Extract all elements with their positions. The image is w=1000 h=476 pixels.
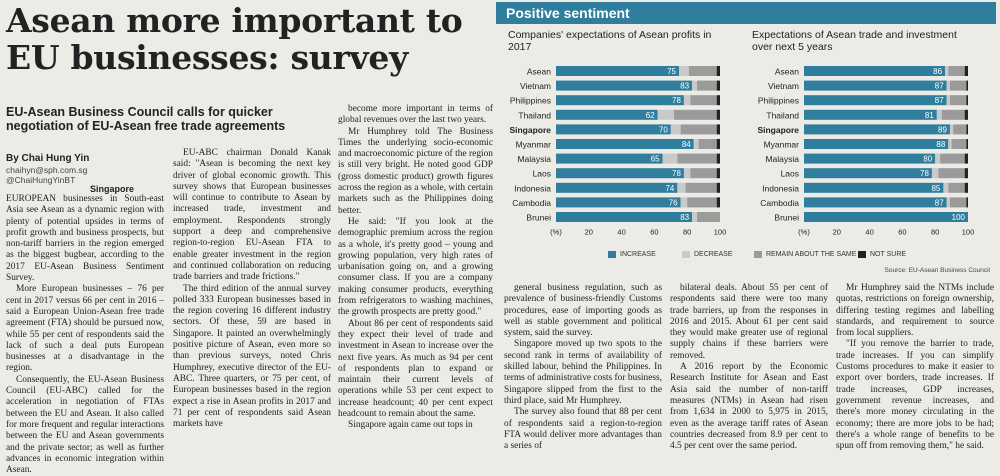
tick-label: 100 <box>713 227 727 237</box>
legend-increase: INCREASE <box>608 251 656 258</box>
subheadline: EU-Asean Business Council calls for quicker negotiation of EU-Asean free trade agreements <box>6 105 286 133</box>
bar-segment <box>965 154 968 164</box>
chart-2-title: Expectations of Asean trade and investment over next 5 years <box>752 29 957 53</box>
category-label: Brunei <box>526 212 551 223</box>
bar-segment <box>948 183 964 193</box>
bar-segment <box>804 168 932 178</box>
category-label: Laos <box>532 168 551 179</box>
bar-segment <box>804 183 943 193</box>
paragraph: Consequently, the EU-Asean Business Council (EU-ABC) called for the acceleration in negotiation of FTAs between the EU and Asean. It also called for more frequent and regular interactions between the EU and Asean governments and the private sector; as well as further advances in economic integration within Asean. <box>6 374 164 476</box>
bar-segment <box>556 154 663 164</box>
data-label: 78 <box>672 169 681 179</box>
bar-segment <box>694 139 699 149</box>
bar-segment <box>804 66 945 76</box>
data-label: 86 <box>933 67 943 76</box>
bar-segment <box>965 110 968 120</box>
bar-segment <box>950 81 966 91</box>
article-column-6 <box>836 283 994 452</box>
category-label: Asean <box>526 66 551 77</box>
bar-segment <box>966 124 968 134</box>
bar-segment <box>674 110 717 120</box>
category-label: Myanmar <box>763 139 799 150</box>
bar-segment <box>937 110 942 120</box>
paragraph: EUROPEAN businesses in South-east Asia see Asean as a dynamic region with plenty of potential upsides in terms of profit growth and business prospects, but non-tariff barriers in the region emerged as the biggest bugbear, according to the 2017 EU-Asean Business Sentiment Survey. <box>6 194 164 284</box>
bar-segment <box>556 95 684 105</box>
paragraph: About 86 per cent of respondents said they expect their level of trade and investment in Asean to increase over the next five years. As much as 94 per cent of respondents plan to expand or maintain their current levels of operations while 53 per cent expect to increase headcount; 40 per cent expect headcount to remain about the same. <box>338 318 493 420</box>
bar-segment <box>804 139 948 149</box>
data-label: 76 <box>668 198 678 208</box>
data-label: 83 <box>680 81 690 91</box>
bar-segment <box>717 197 720 207</box>
paragraph: A 2016 report by the Economic Research Institute for Asean and East Asia said the number of non-tariff measures (NTMs) in Asean had risen from 1,634 in 2000 to 5,975 in 2015, even as the average tariff rates of Asean countries decreased from 8.9 per cent to 4.5 per cent over the same period. <box>670 362 828 452</box>
bar-segment <box>684 95 691 105</box>
bar-segment <box>966 95 968 105</box>
bar-segment <box>556 212 692 222</box>
tick-label: 100 <box>961 227 975 237</box>
legend-not-sure: NOT SURE <box>858 251 906 258</box>
byline: By Chai Hung Yin <box>6 153 90 164</box>
bar-segment <box>692 212 697 222</box>
category-label: Asean <box>774 66 799 77</box>
bar-segment <box>804 154 935 164</box>
bar-segment <box>948 66 964 76</box>
bar-segment <box>679 66 689 76</box>
author-twitter: @ChaiHungYinBT <box>6 175 76 185</box>
author-contact <box>6 165 87 185</box>
bar-segment <box>966 197 968 207</box>
chart-asean-profits <box>496 62 744 242</box>
tick-label: 80 <box>931 227 940 237</box>
bar-segment <box>692 81 697 91</box>
paragraph: The third edition of the annual survey polled 333 European businesses based in the region covering 16 different industry sectors. Of these, 59 are based in Singapore. It painted an overwhelmingly positive picture of Asean, even more so than previous surveys, noted Chris Humphrey, executive director of the EU-ABC. Three quarters, or 75 per cent, of European businesses based in the region expect a rise in Asean profits in 2017 and 71 per cent of respondents said Asean markets have <box>173 283 331 430</box>
paragraph: "If you remove the barrier to trade, trade increases. If you can simplify Customs procedures to make it easier to export over borders, trade increases. If trade increases, GDP increases, government revenue increases, and there's more money circulating in the economy; there are more jobs to be had; there's a whole range of benefits to be spun off from removing them," he said. <box>836 339 994 452</box>
bar-segment <box>556 183 677 193</box>
category-label: Malaysia <box>517 154 551 165</box>
article-column-4 <box>504 283 662 452</box>
category-label: Philippines <box>757 95 799 106</box>
bar-segment <box>942 110 965 120</box>
category-label: Indonesia <box>514 183 551 194</box>
bar-segment <box>658 110 674 120</box>
bar-segment <box>556 168 684 178</box>
bar-segment <box>950 95 966 105</box>
category-label: Vietnam <box>519 81 551 92</box>
bar-segment <box>945 66 948 76</box>
bar-segment <box>556 66 679 76</box>
bar-segment <box>804 124 950 134</box>
bar-segment <box>717 124 720 134</box>
bar-segment <box>947 95 950 105</box>
headline: Asean more important to EU businesses: survey <box>6 1 463 77</box>
bar-segment <box>717 183 720 193</box>
data-label: 88 <box>936 140 946 149</box>
bar-segment <box>804 81 947 91</box>
bar-segment <box>717 139 720 149</box>
bar-segment <box>677 154 716 164</box>
bar-segment <box>717 110 720 120</box>
data-label: 78 <box>672 96 681 106</box>
bar-segment <box>947 197 950 207</box>
bar-segment <box>697 81 717 91</box>
tick-label: 20 <box>832 227 841 237</box>
data-label: 74 <box>665 183 675 193</box>
legend-remain: REMAIN ABOUT THE SAME <box>754 251 856 258</box>
bar-segment <box>717 95 720 105</box>
paragraph: Mr Humphrey said the NTMs include quotas, restrictions on foreign ownership, differing testing regimes and labelling standards, and requirement to source from local suppliers. <box>836 283 994 339</box>
paragraph: Singapore moved up two spots to the second rank in terms of availability of skilled labour, behind the Philippines. In terms of administrative costs for business, Singapore slipped from the first to the third place, said Mr Humphrey. <box>504 339 662 406</box>
category-label: Thailand <box>518 110 551 121</box>
article-column-2 <box>173 148 331 430</box>
bar-segment <box>556 124 671 134</box>
category-label: Cambodia <box>760 197 799 208</box>
bar-segment <box>717 66 720 76</box>
paragraph: He said: "If you look at the demographic premium across the region as a whole, it's pretty good – young and growing population, very high rates of urbanisation going on, and a growing consumer class. If you are a company making consumer products, everything from refrigerators to washing machines, the growth prospects are pretty good." <box>338 216 493 318</box>
category-label: Malaysia <box>765 154 799 165</box>
bar-segment <box>950 124 953 134</box>
tick-label: 20 <box>584 227 593 237</box>
data-label: 62 <box>645 110 655 120</box>
bar-segment <box>681 197 688 207</box>
legend-swatch <box>682 251 690 258</box>
bar-segment <box>950 197 966 207</box>
bar-segment <box>671 124 681 134</box>
article-column-1 <box>6 194 164 476</box>
category-label: Philippines <box>509 95 551 106</box>
data-label: 84 <box>681 140 691 149</box>
tick-label: 60 <box>898 227 907 237</box>
paragraph: general business regulation, such as prevalence of business-friendly Customs procedures, ease of importing goods as well as stable government and political system, said the survey. <box>504 283 662 339</box>
bar-segment <box>556 110 658 120</box>
bar-segment <box>804 95 947 105</box>
bar-segment <box>686 183 717 193</box>
bar-segment <box>690 168 716 178</box>
bar-segment <box>687 197 717 207</box>
bar-segment <box>947 81 950 91</box>
bar-segment <box>965 183 968 193</box>
infographic <box>496 2 996 277</box>
infographic-title: Positive sentiment <box>496 2 996 24</box>
data-label: 65 <box>650 154 660 164</box>
data-label: 78 <box>920 169 929 179</box>
tick-label: 40 <box>617 227 626 237</box>
category-label: Brunei <box>774 212 799 223</box>
category-label: Thailand <box>766 110 799 121</box>
data-label: 70 <box>658 125 668 135</box>
tick-label: 80 <box>683 227 692 237</box>
bar-segment <box>966 139 968 149</box>
bar-segment <box>804 110 937 120</box>
bar-segment <box>689 66 717 76</box>
tick-label: (%) <box>798 227 810 237</box>
bar-segment <box>556 139 694 149</box>
bar-segment <box>943 183 948 193</box>
data-label: 83 <box>680 213 690 222</box>
tick-label: 40 <box>865 227 874 237</box>
bar-segment <box>965 66 968 76</box>
bar-segment <box>966 81 968 91</box>
category-label: Indonesia <box>762 183 799 194</box>
data-label: 87 <box>934 198 944 208</box>
bar-segment <box>663 154 678 164</box>
data-label: 87 <box>934 81 944 91</box>
legend-swatch <box>858 251 866 258</box>
data-label: 89 <box>938 125 947 135</box>
category-label: Vietnam <box>767 81 799 92</box>
article-column-5 <box>670 283 828 452</box>
bar-segment <box>953 124 966 134</box>
paragraph: EU-ABC chairman Donald Kanak said: "Asean is becoming the next key driver of global economic growth. This survey shows that European businesses will continue to contribute to Asean by increased trade, investment and employment. Respondents strongly support a deep and comprehensive region-to-region EU-Asean FTA to enable greater investment in the region and continued collaboration on reducing trade barriers and trade frictions." <box>173 148 331 283</box>
bar-segment <box>965 168 968 178</box>
bar-segment <box>948 139 951 149</box>
bar-segment <box>952 139 967 149</box>
paragraph: More European businesses – 76 per cent in 2017 versus 66 per cent in 2016 – said a European Union-Asean free trade agreement (FTA) should be pursued now, while 55 per cent of respondents said the lack of such a deal puts European businesses at a disadvantage in the region. <box>6 284 164 374</box>
data-label: 81 <box>924 110 934 120</box>
tick-label: 60 <box>650 227 659 237</box>
author-email: chaihyn@sph.com.sg <box>6 165 88 175</box>
paragraph: become more important in terms of global revenues over the last two years. <box>338 104 493 126</box>
article-column-3 <box>338 104 493 432</box>
category-label: Singapore <box>509 124 551 135</box>
category-label: Myanmar <box>515 139 551 150</box>
bar-segment <box>684 168 691 178</box>
bar-segment <box>938 168 964 178</box>
data-label: 87 <box>934 96 944 106</box>
bar-segment <box>699 139 717 149</box>
bar-segment <box>932 168 939 178</box>
data-label: 80 <box>923 154 933 164</box>
paragraph: Mr Humphrey told The Business Times the underlying socio-economic and macroeconomic picture of the region is still very bright. He noted good GDP (gross domestic product) growth figures across the region as a whole, with certain markets such as the Philippines doing better. <box>338 126 493 216</box>
category-label: Singapore <box>757 124 799 135</box>
paragraph: bilateral deals. About 55 per cent of respondents said there were too many trade barriers, up from the responses in 2016 and 2015. About 61 per cent said they would make greater use of regional supply chains if these barriers were removed. <box>670 283 828 361</box>
legend-swatch <box>754 251 762 258</box>
data-label: 85 <box>931 183 941 193</box>
bar-segment <box>556 197 681 207</box>
tick-label: (%) <box>550 227 562 237</box>
bar-segment <box>940 154 965 164</box>
bar-segment <box>935 154 940 164</box>
legend-swatch <box>608 251 616 258</box>
chart-trade-investment <box>744 62 996 242</box>
category-label: Cambodia <box>512 197 551 208</box>
bar-segment <box>717 168 720 178</box>
data-label: 75 <box>667 67 676 76</box>
bar-segment <box>677 183 685 193</box>
source-note: Source: EU-Asean Business Council <box>884 267 990 274</box>
paragraph: Singapore again came out tops in <box>348 420 473 431</box>
bar-segment <box>804 197 947 207</box>
bar-segment <box>804 212 968 222</box>
bar-segment <box>690 95 716 105</box>
bar-segment <box>717 154 720 164</box>
data-label: 100 <box>951 213 965 222</box>
bar-segment <box>697 212 720 222</box>
category-label: Laos <box>780 168 799 179</box>
chart-1-title: Companies' expectations of Asean profits in 2017 <box>508 29 712 53</box>
dateline: Singapore <box>90 184 135 194</box>
bar-segment <box>717 81 720 91</box>
legend-decrease: DECREASE <box>682 251 733 258</box>
bar-segment <box>556 81 692 91</box>
bar-segment <box>681 124 717 134</box>
paragraph: The survey also found that 88 per cent of respondents said a region-to-region FTA would deliver more advantages than a series of <box>504 407 662 452</box>
